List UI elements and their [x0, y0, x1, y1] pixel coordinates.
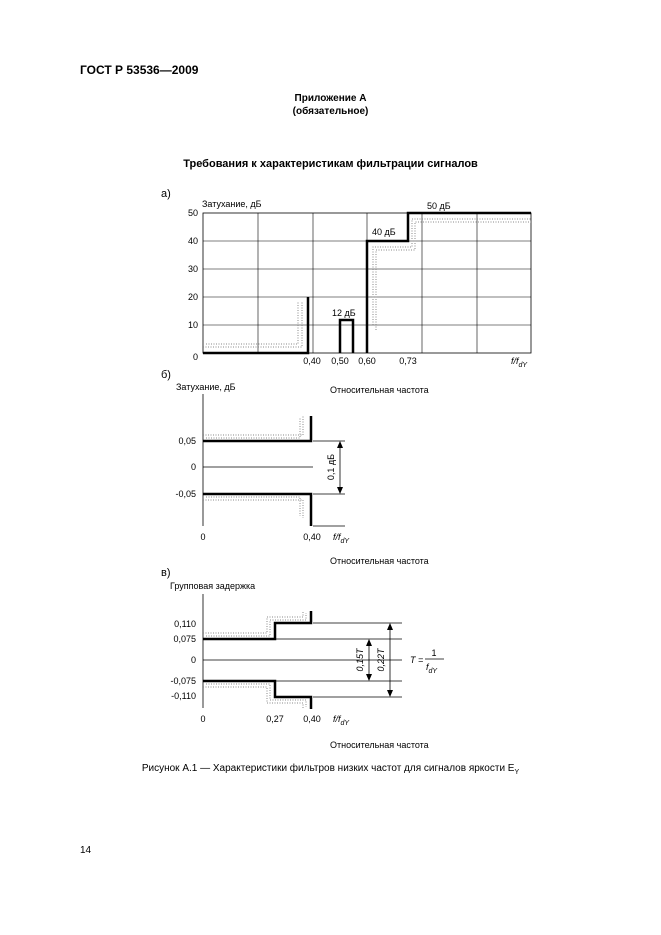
y-tick: 0,075 — [173, 634, 196, 644]
y-tick: 0 — [190, 655, 196, 665]
panel-a-label: а) — [161, 188, 171, 200]
x-tick: 0,40 — [303, 714, 321, 724]
panel-c-x-title: Относительная частота — [330, 740, 429, 750]
y-tick: -0,05 — [175, 489, 196, 499]
panel-b-lower-mask — [203, 494, 311, 526]
y-tick: 10 — [187, 320, 198, 330]
y-tick: 40 — [187, 236, 198, 246]
y-tick: 20 — [187, 292, 198, 302]
panel-b — [161, 369, 429, 566]
appendix-title: Приложение А — [294, 93, 367, 104]
x-tick: 0 — [200, 714, 206, 724]
x-tick: 0 — [200, 532, 206, 542]
x-unit: $f/f_{dY}$ — [333, 714, 350, 727]
y-tick: 50 — [187, 208, 198, 218]
x-tick: 0,40 — [303, 356, 321, 366]
panel-c-upper-mask — [203, 611, 311, 639]
y-tick: -0,110 — [171, 691, 196, 701]
y-tick: 0 — [190, 462, 196, 472]
x-unit: $f/f_{dY}$ — [333, 532, 350, 545]
x-unit: $f/f_{dY}$ — [511, 356, 528, 369]
annotation-12db: 12 дБ — [332, 308, 356, 318]
panel-b-x-title-below: Относительная частота — [330, 556, 429, 566]
annotation-40db: 40 дБ — [372, 227, 396, 237]
panel-a — [161, 188, 531, 369]
document-id: ГОСТ Р 53536—2009 — [80, 63, 199, 77]
panel-c-label: в) — [161, 567, 171, 579]
x-tick: 0,60 — [358, 356, 376, 366]
x-tick: 0,73 — [399, 356, 417, 366]
dim-0-1-db: 0,1 дБ — [326, 453, 336, 481]
panel-b-y-title: Затухание, дБ — [176, 382, 236, 392]
appendix-status: (обязательное) — [292, 106, 369, 117]
panel-c-y-title: Групповая задержка — [170, 581, 256, 591]
annotation-50db: 50 дБ — [427, 201, 451, 211]
x-tick: 0,40 — [303, 532, 321, 542]
page-number: 14 — [80, 845, 92, 856]
panel-c — [161, 567, 444, 750]
y-tick: 0,05 — [178, 436, 196, 446]
figure-caption: Рисунок А.1 — Характеристики фильтров низких частот для сигналов яркости $E_Y$ — [141, 763, 520, 776]
y-tick: 0 — [192, 352, 198, 362]
x-tick: 0,27 — [266, 714, 284, 724]
panel-a-y-title: Затухание, дБ — [202, 199, 262, 209]
figure-title: Требования к характеристикам фильтрации сигналов — [183, 158, 478, 170]
panel-a-y-ticks — [188, 208, 198, 362]
formula-t — [410, 648, 444, 675]
panel-b-x-title: Относительная частота — [330, 385, 429, 395]
y-tick: 0,110 — [174, 619, 196, 629]
x-tick: 0,50 — [331, 356, 349, 366]
panel-b-upper-mask — [203, 416, 311, 441]
svg-text:1: 1 — [431, 648, 437, 658]
svg-text:T =: T = — [410, 655, 424, 665]
panel-a-x-ticks — [303, 356, 528, 369]
y-tick: -0,075 — [170, 676, 196, 686]
dim-0-15t: 0,15T — [355, 648, 365, 672]
panel-b-label: б) — [161, 369, 171, 381]
panel-c-lower-mask — [203, 681, 311, 709]
dim-0-22t: 0,22T — [376, 648, 386, 672]
y-tick: 30 — [187, 264, 198, 274]
svg-text:fdY: $f_{dY}$ — [426, 662, 438, 675]
